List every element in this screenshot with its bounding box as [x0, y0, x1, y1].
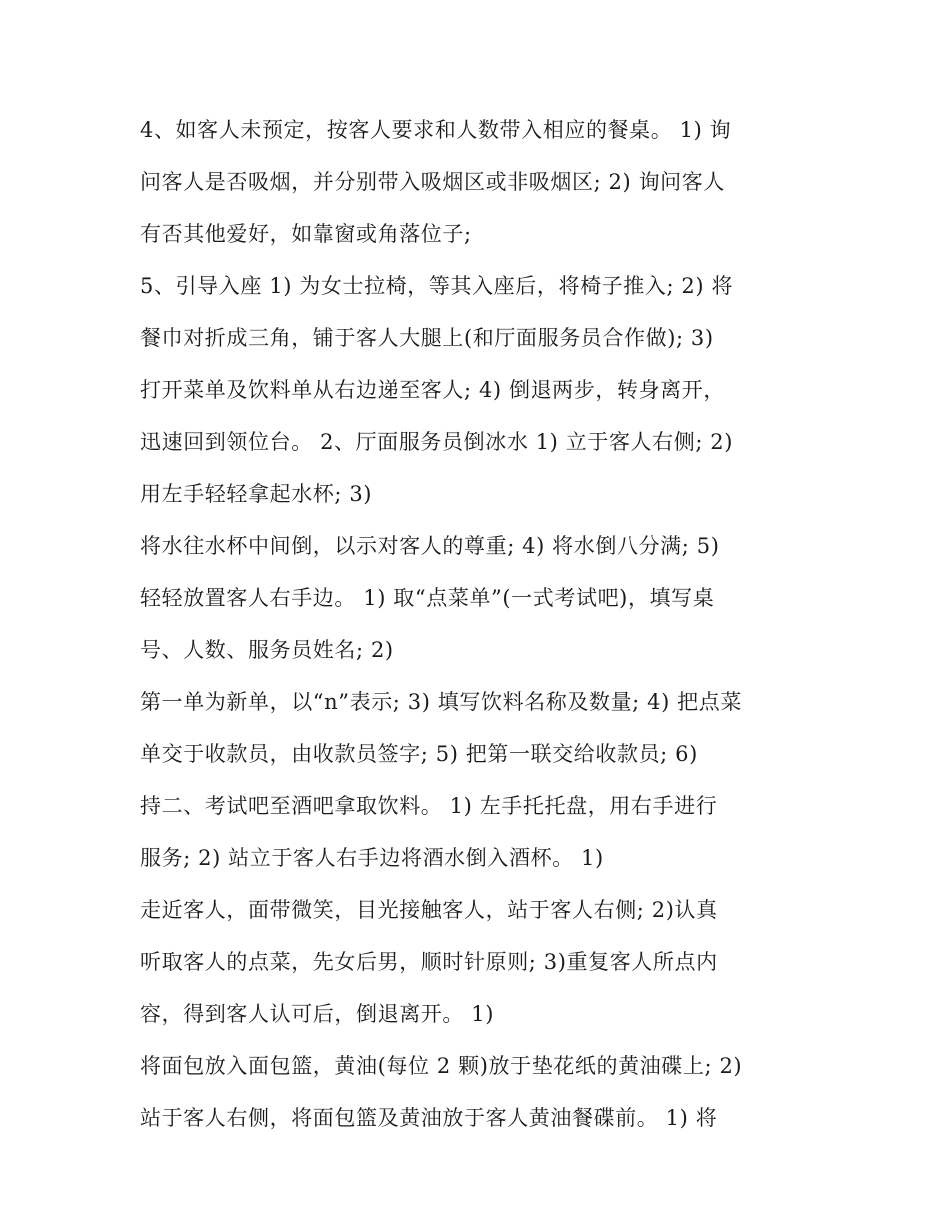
text-line-7: 迅速回到领位台。 2、厅面服务员倒冰水 1) 立于客人右侧; 2) — [140, 430, 734, 454]
text-line-6: 打开菜单及饮料单从右边递至客人; 4) 倒退两步，转身离开， — [140, 378, 725, 402]
text-line-8: 用左手轻轻拿起水杯; 3) — [140, 482, 373, 506]
text-line-16: 走近客人，面带微笑，目光接触客人，站于客人右侧; 2)认真 — [140, 898, 718, 922]
text-line-3: 有否其他爱好，如靠窗或角落位子; — [140, 222, 472, 246]
text-line-13: 单交于收款员，由收款员签字; 5) 把第一联交给收款员; 6) — [140, 742, 698, 766]
text-line-14: 持二、考试吧至酒吧拿取饮料。 1) 左手托托盘，用右手进行 — [140, 794, 718, 818]
text-line-2: 问客人是否吸烟，并分别带入吸烟区或非吸烟区; 2) 询问客人 — [140, 170, 725, 194]
text-line-15: 服务; 2) 站立于客人右手边将酒水倒入酒杯。 1) — [140, 846, 604, 870]
body-text — [140, 104, 840, 1144]
text-line-12: 第一单为新单，以“n”表示; 3) 填写饮料名称及数量; 4) 把点菜 — [140, 690, 742, 714]
text-line-11: 号、人数、服务员姓名; 2) — [140, 638, 394, 662]
text-line-4: 5、引导入座 1) 为女士拉椅，等其入座后，将椅子推入; 2) 将 — [140, 274, 734, 298]
text-line-1: 4、如客人未预定，按客人要求和人数带入相应的餐桌。 1) 询 — [140, 118, 732, 142]
text-line-19: 将面包放入面包篮，黄油(每位 2 颗)放于垫花纸的黄油碟上; 2) — [140, 1054, 743, 1078]
text-line-18: 容，得到客人认可后，倒退离开。 1) — [140, 1002, 495, 1026]
text-line-5: 餐巾对折成三角，铺于客人大腿上(和厅面服务员合作做); 3) — [140, 326, 714, 350]
text-line-9: 将水往水杯中间倒，以示对客人的尊重; 4) 将水倒八分满; 5) — [140, 534, 720, 558]
text-line-10: 轻轻放置客人右手边。 1) 取“点菜单”(一式考试吧)，填写桌 — [140, 586, 715, 610]
text-line-17: 听取客人的点菜，先女后男，顺时针原则; 3)重复客人所点内 — [140, 950, 718, 974]
text-line-20: 站于客人右侧，将面包篮及黄油放于客人黄油餐碟前。 1) 将 — [140, 1106, 718, 1130]
